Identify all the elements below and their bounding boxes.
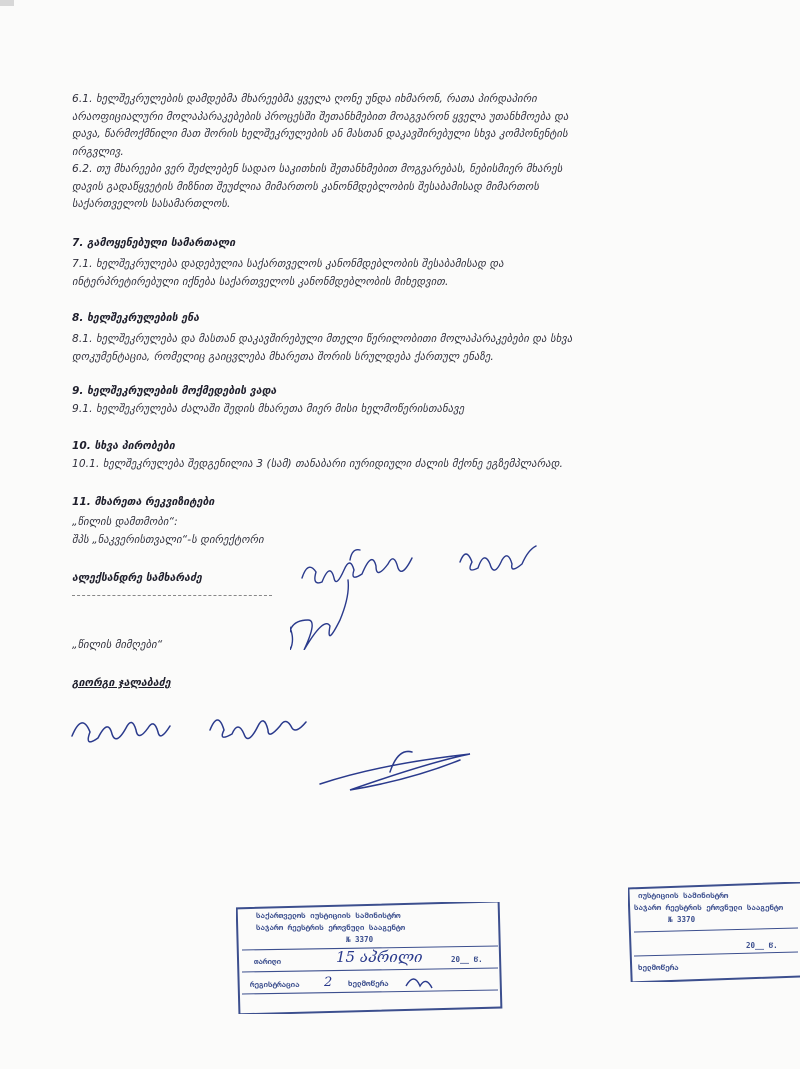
stamp-date-label: თარიღი <box>254 957 282 966</box>
stamp-line-1: იუსტიციის სამინისტრო <box>638 891 729 900</box>
text-line: დავის გადაწყვეტის მიზნით შეუძლია მიმართოს კანონმდებლობის შესაბამისად მიმართოს <box>72 180 539 193</box>
stamp-reg-value: 2 <box>324 975 333 990</box>
text-line: ირგვლივ. <box>72 145 124 158</box>
text-line: არაოფიციალური მოლაპარაკებების პროცესში შეთანხმებით მოაგვარონ ყველა უთანხმოება და <box>72 110 569 123</box>
lender-role: შპს „ნაკვერისთვალი“-ს დირექტორი <box>72 533 264 546</box>
text-line: ინტერპრეტირებული იქნება საქართველოს კანონმდებლობის მიხედვით. <box>72 275 449 288</box>
stamp-year: 20__ წ. <box>451 955 483 964</box>
clause-7-1 <box>72 256 684 291</box>
text-line: 7.1. ხელშეკრულება დადებულია საქართველოს კანონმდებლობის შესაბამისად და <box>72 258 504 270</box>
text-line: 9.1. ხელშეკრულება ძალაში შედის მხარეთა მიერ მისი ხელმოწერისთანავე <box>72 403 465 415</box>
receiver-handwritten-signature <box>60 700 500 800</box>
stamp-line-1: საქართველოს იუსტიციის სამინისტრო <box>256 911 401 920</box>
text-line: საქართველოს სასამართლოს. <box>72 198 231 210</box>
stamp-number: № 3370 <box>668 915 696 924</box>
stamp-line-2: საჯარო რეესტრის ეროვნული სააგენტო <box>634 903 784 912</box>
section-10-title: 10. სხვა პირობები <box>72 440 175 452</box>
clause-10-1 <box>72 456 684 474</box>
section-7-title: 7. გამოყენებული სამართალი <box>72 237 236 249</box>
stamp-year: 20__ წ. <box>746 941 778 950</box>
text-line: დოკუმენტაცია, რომელიც გაიცვლება მხარეთა შორის სრულდება ქართულ ენაზე. <box>72 350 494 363</box>
text-line: 8.1. ხელშეკრულება და მასთან დაკავშირებული მთელი წერილობითი მოლაპარაკებები და სხვა <box>72 333 573 345</box>
stamp-number: № 3370 <box>346 935 374 944</box>
registry-stamp-left <box>236 902 504 1018</box>
signature-line <box>72 595 272 596</box>
clause-6-2 <box>72 161 684 214</box>
lender-handwritten-signature <box>290 540 580 650</box>
lender-name: ალექსანდრე სამხარაძე <box>72 572 202 584</box>
section-11-title: 11. მხარეთა რეკვიზიტები <box>72 496 215 508</box>
scan-artifact <box>0 0 14 6</box>
section-9-title: 9. ხელშეკრულების მოქმედების ვადა <box>72 385 277 397</box>
stamp-reg-label: რეგისტრაცია <box>250 980 300 989</box>
stamp-frame <box>236 902 504 1014</box>
clause-6-1 <box>72 91 684 161</box>
stamp-line-2: საჯარო რეესტრის ეროვნული სააგენტო <box>256 923 406 932</box>
text-line: 10.1. ხელშეკრულება შედგენილია 3 (სამ) თანაბარი იურიდიული ძალის მქონე ეგზემპლარად. <box>72 458 563 470</box>
stamp-sign-label: ხელმოწერა <box>348 979 389 988</box>
text-line: 6.1. ხელშეკრულების დამდებმა მხარეებმა ყველა ღონე უნდა იხმარონ, რათა პირდაპირი <box>72 93 537 105</box>
stamp-date-value: 15 აპრილი <box>336 948 423 966</box>
section-8-title: 8. ხელშეკრულების ენა <box>72 312 200 324</box>
stamp-frame <box>628 882 800 982</box>
clause-8-1 <box>72 331 684 366</box>
text-line: 6.2. თუ მხარეები ვერ შეძლებენ სადაო საკითხის შეთანხმებით მოგვარებას, ნებისმიერ მხარეს <box>72 163 563 175</box>
text-line: დავა, წარმოქმნილი მათ შორის ხელშეკრულების ან მასთან დაკავშირებული სხვა კომპონენტის <box>72 128 568 140</box>
registry-stamp-right <box>628 882 800 986</box>
clause-9-1 <box>72 401 684 419</box>
text-line: „წილის მიმღები“ <box>72 639 163 651</box>
receiver-name: გიორგი ჯალაბაძე <box>72 677 171 689</box>
stamp-sign-label: ხელმოწერა <box>638 963 679 972</box>
lender-label: „წილის დამთმობი“: <box>72 516 178 528</box>
